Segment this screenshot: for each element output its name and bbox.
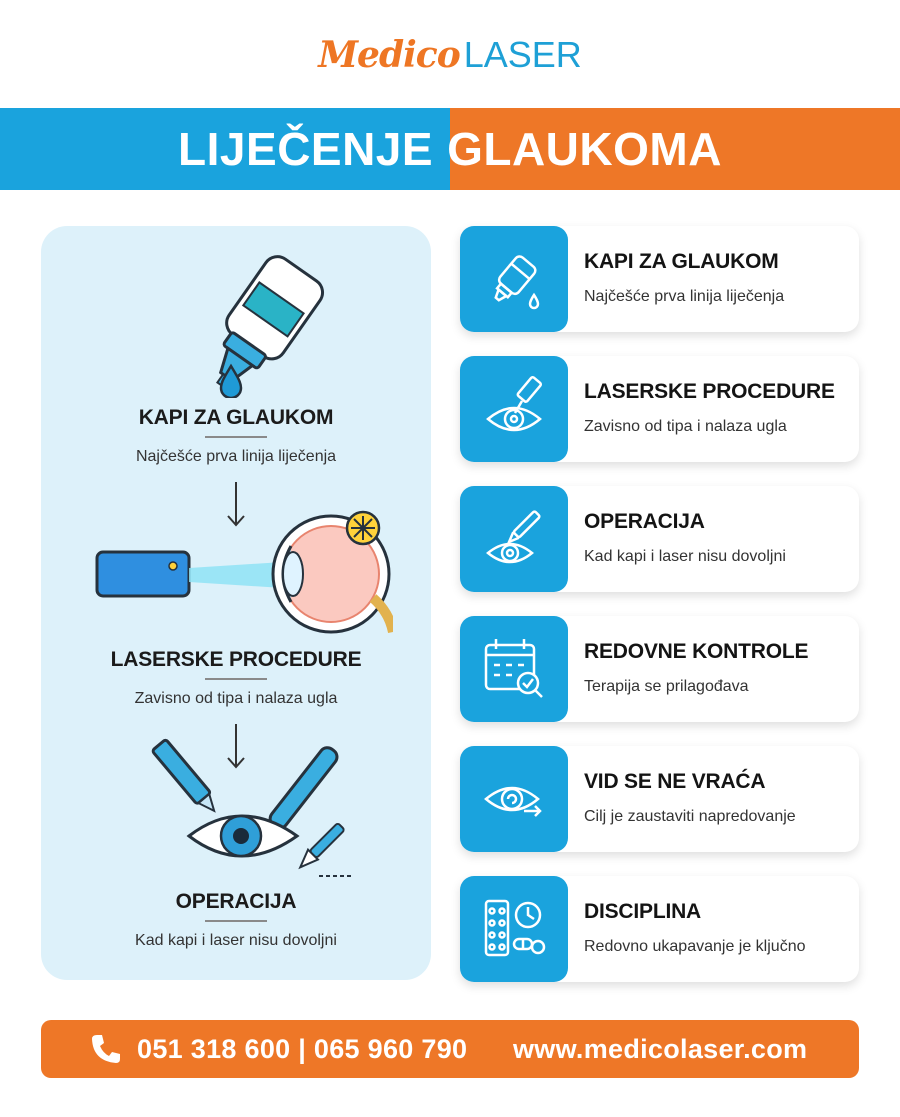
pills-clock-icon bbox=[460, 876, 568, 982]
divider bbox=[205, 920, 267, 922]
card-title: REDOVNE KONTROLE bbox=[584, 640, 809, 663]
laser-eye-illustration bbox=[93, 506, 393, 636]
eye-drop-bottle-icon bbox=[460, 226, 568, 332]
logo-laser-text: LASER bbox=[463, 34, 582, 75]
panel-step-title: LASERSKE PROCEDURE bbox=[110, 648, 362, 671]
card-title: VID SE NE VRAĆA bbox=[584, 770, 766, 793]
page-title bbox=[0, 108, 900, 190]
phone-numbers[interactable]: 051 318 600 | 065 960 790 bbox=[137, 1034, 468, 1064]
title-banner bbox=[0, 108, 900, 190]
laser-eye-icon bbox=[460, 356, 568, 462]
card-vision bbox=[460, 746, 859, 852]
card-surgery bbox=[460, 486, 859, 592]
logo-medico-text: Medico bbox=[318, 34, 460, 76]
surgery-eye-illustration bbox=[141, 736, 361, 886]
brand-logo bbox=[0, 34, 900, 86]
divider bbox=[205, 678, 267, 680]
card-subtitle: Terapija se prilagođava bbox=[584, 678, 749, 695]
card-subtitle: Cilj je zaustaviti napredovanje bbox=[584, 808, 796, 825]
scalpel-eye-icon bbox=[460, 486, 568, 592]
illustration-panel bbox=[41, 226, 431, 980]
panel-step-subtitle: Zavisno od tipa i nalaza ugla bbox=[134, 690, 338, 707]
page-title-part2: GLAUKOMA bbox=[447, 123, 722, 175]
card-subtitle: Zavisno od tipa i nalaza ugla bbox=[584, 418, 787, 435]
card-discipline bbox=[460, 876, 859, 982]
phone-icon bbox=[89, 1032, 123, 1066]
panel-step-subtitle: Kad kapi i laser nisu dovoljni bbox=[135, 932, 337, 949]
card-subtitle: Kad kapi i laser nisu dovoljni bbox=[584, 548, 786, 565]
card-title: LASERSKE PROCEDURE bbox=[584, 380, 835, 403]
contact-footer bbox=[41, 1020, 859, 1078]
card-drops bbox=[460, 226, 859, 332]
panel-step-title: OPERACIJA bbox=[175, 890, 297, 913]
card-subtitle: Najčešće prva linija liječenja bbox=[584, 288, 785, 305]
card-subtitle: Redovno ukapavanje je ključno bbox=[584, 938, 806, 955]
card-title: OPERACIJA bbox=[584, 510, 705, 533]
eye-arrow-icon bbox=[460, 746, 568, 852]
panel-step-title: KAPI ZA GLAUKOM bbox=[138, 406, 334, 429]
website-link[interactable]: www.medicolaser.com bbox=[513, 1034, 808, 1064]
panel-step-surgery bbox=[41, 890, 431, 950]
card-checkups bbox=[460, 616, 859, 722]
card-title: DISCIPLINA bbox=[584, 900, 702, 923]
panel-step-drops bbox=[41, 406, 431, 466]
card-title: KAPI ZA GLAUKOM bbox=[584, 250, 779, 273]
eye-drop-bottle-illustration bbox=[171, 248, 331, 398]
divider bbox=[205, 436, 267, 438]
panel-step-laser bbox=[41, 648, 431, 708]
panel-step-subtitle: Najčešće prva linija liječenja bbox=[135, 448, 337, 465]
card-laser bbox=[460, 356, 859, 462]
calendar-check-icon bbox=[460, 616, 568, 722]
page-title-part1: LIJEČENJE bbox=[178, 123, 434, 175]
